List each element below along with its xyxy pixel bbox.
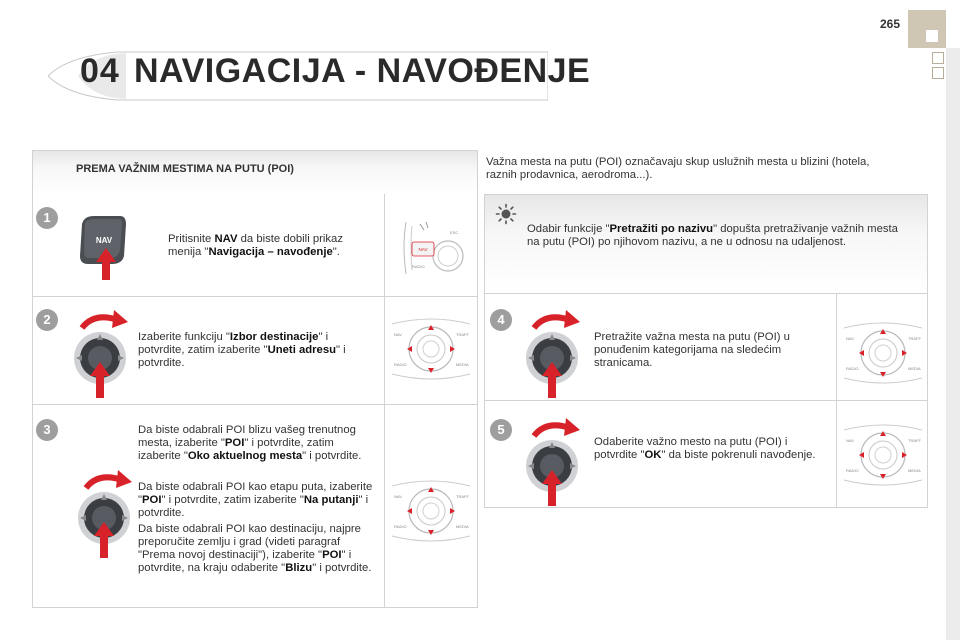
tip-sun-icon [495,203,517,225]
console-nav-label: NAV [418,247,428,252]
rotate-knob-icon[interactable] [74,466,146,560]
nav-button-label: NAV [95,236,113,245]
section-intro: Važna mesta na putu (POI) označavaju skup uslužnih mesta u blizini (hotela, raznih prodavnica, aerodroma...). [486,156,870,181]
console-media-label: MEDIA [908,468,921,473]
console-media-label: MEDIA [456,362,469,367]
tip-text: Odabir funkcije "Pretražiti po nazivu" dopušta pretraživanje važnih mesta na putu (POI) po njihovom nazivu, a ne u odnosu na udaljenost. [527,223,898,248]
console-nav-label: NAV [846,336,854,341]
step-5-badge: 5 [490,419,512,441]
console-nav-label: NAV [846,438,854,443]
console-radio-label: RADIO [394,524,407,529]
tab-outline-icon [932,52,944,64]
console-control-panel-icon [840,318,926,388]
page-number: 265 [880,17,901,31]
step-5-text: Odaberite važno mesto na putu (POI) i potvrdite "OK" da biste pokrenuli navođenje. [594,436,816,461]
tab-square-icon [926,30,938,42]
nav-button-icon[interactable] [76,212,132,282]
left-column-divider [384,194,385,608]
step-3-paragraph-1: Da biste odabrali POI blizu vašeg trenutnog mesta, izaberite "POI" i potvrdite, zatim izaberite "Oko aktuelnog mesta" i potvrdite. [138,424,362,462]
console-radio-label: RADIO [394,362,407,367]
step-3-badge: 3 [36,419,58,441]
step-divider [32,404,478,405]
console-nav-label: NAV [394,494,402,499]
rotate-knob-icon[interactable] [522,306,594,400]
console-nav-label: NAV [394,332,402,337]
step-2-badge: 2 [36,309,58,331]
step-divider [32,296,478,297]
console-media-label: MEDIA [908,366,921,371]
right-column-divider [836,294,837,508]
console-control-panel-icon [388,314,474,384]
chapter-number: 04 [80,52,120,90]
console-radio-label: RADIO [412,264,425,269]
step-1-text: Pritisnite NAV da biste dobili prikaz menija "Navigacija – navođenje". [168,233,343,258]
step-4-badge: 4 [490,309,512,331]
console-traffic-label: TRAFF [456,494,469,499]
step-4-text: Pretražite važna mesta na putu (POI) u ponuđenim kategorijama na sledećim stranicama. [594,331,790,369]
console-control-panel-icon [388,476,474,546]
console-control-panel-icon [840,420,926,490]
tab-outline-icon [932,67,944,79]
side-strip [946,48,960,640]
console-media-label: MEDIA [456,524,469,529]
console-traffic-label: TRAFF [908,438,921,443]
chapter-title: NAVIGACIJA - NAVOĐENJE [134,52,591,90]
console-esc-label: ESC [450,230,459,235]
chapter-tab [908,10,946,48]
console-radio-label: RADIO [846,366,859,371]
step-divider [484,400,928,401]
rotate-knob-icon[interactable] [522,414,594,508]
step-1-badge: 1 [36,207,58,229]
step-2-text: Izaberite funkciju "Izbor destinacije" i potvrdite, zatim izaberite "Uneti adresu" i potvrdite. [138,331,346,369]
section-heading: PREMA VAŽNIM MESTIMA NA PUTU (POI) [76,163,294,175]
console-traffic-label: TRAFF [908,336,921,341]
console-radio-label: RADIO [846,468,859,473]
step-3-paragraph-3: Da biste odabrali POI kao destinaciju, najpre preporučite zemlju i grad (videti paragraf "Prema novoj destinaciji"), izaberite "POI" i potvrdite, na kraju odaberite "Blizu" i potvrdite. [138,523,372,574]
console-nav-panel-icon [398,216,470,280]
console-traffic-label: TRAFF [456,332,469,337]
rotate-knob-icon[interactable] [70,306,142,400]
step-3-paragraph-2: Da biste odabrali POI kao etapu puta, izaberite "POI" i potvrdite, zatim izaberite "Na putanji" i potvrdite. [138,481,373,519]
